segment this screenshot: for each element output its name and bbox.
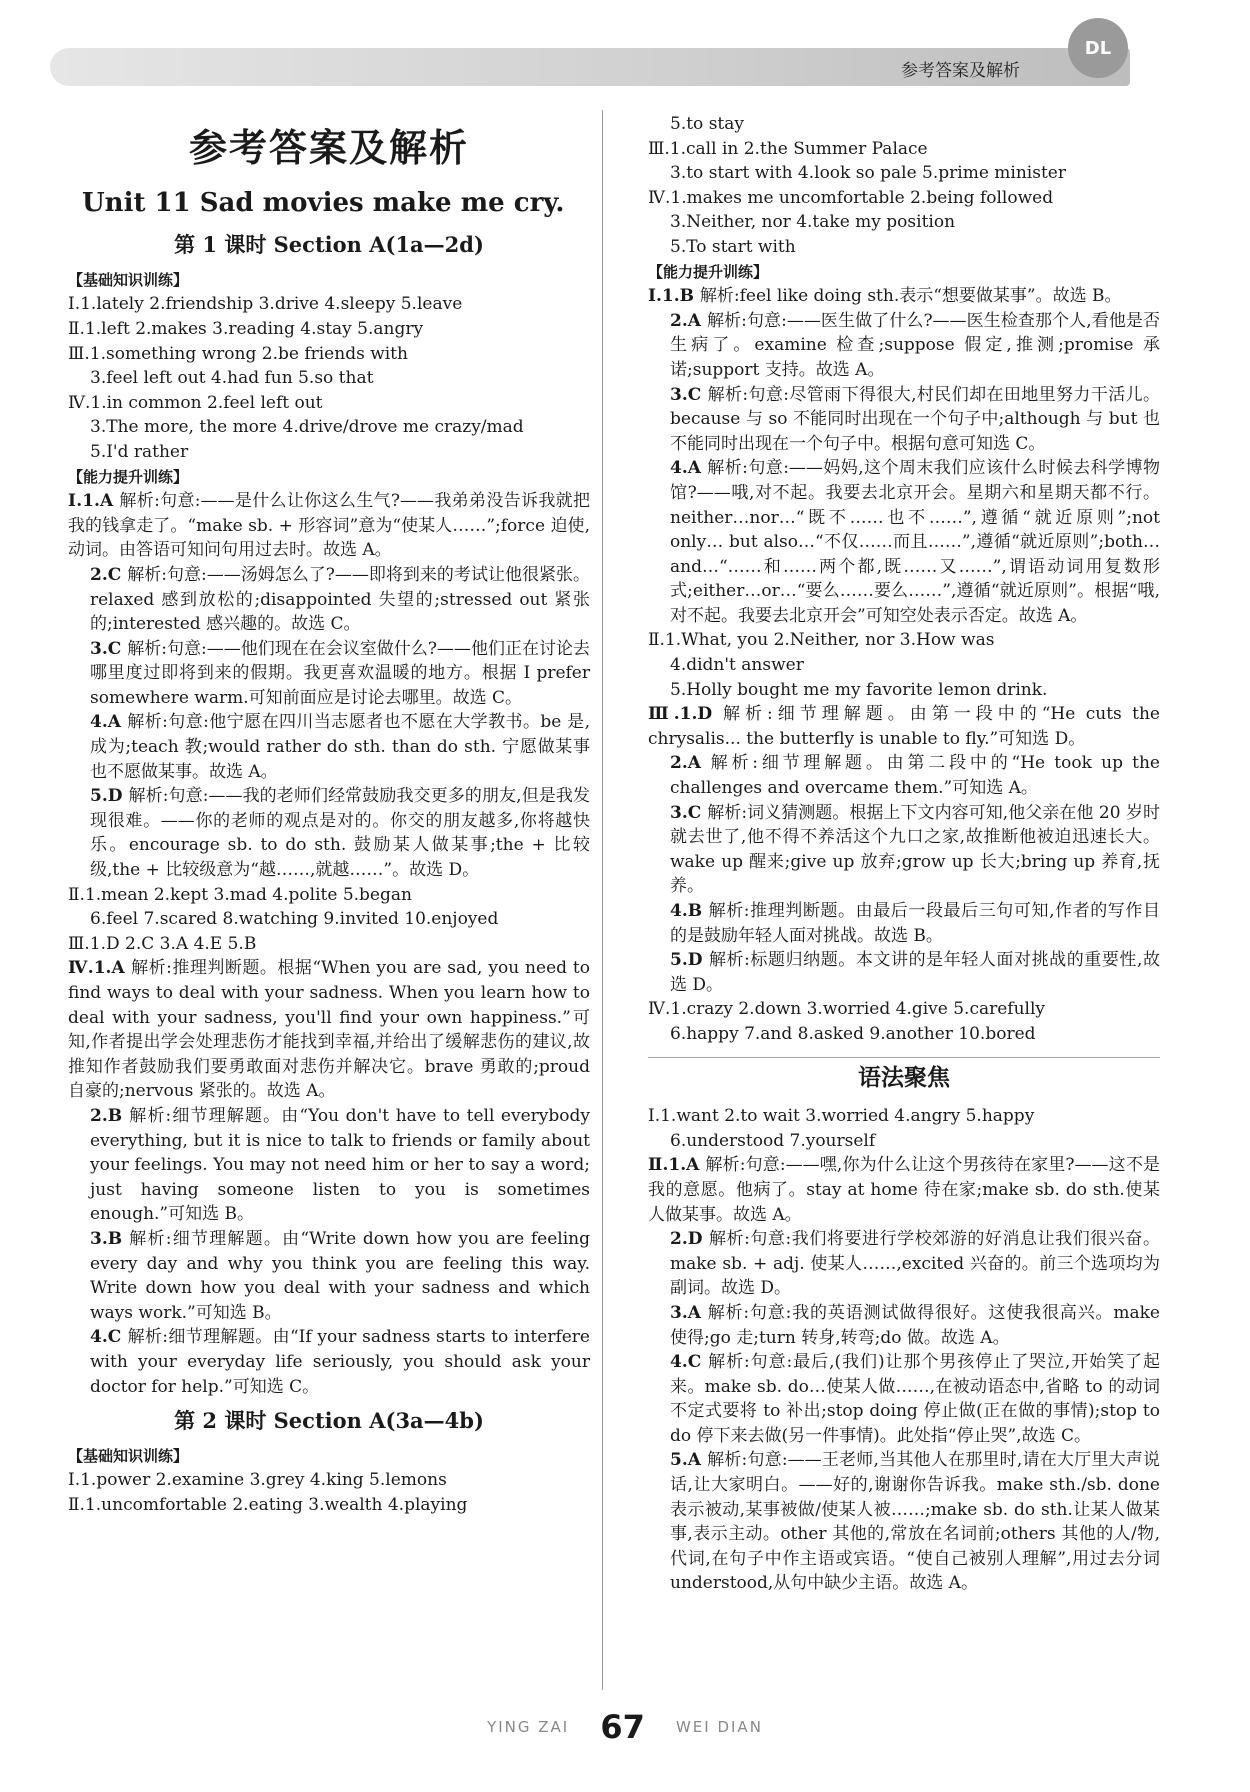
answer-line: 5.to stay <box>670 114 744 134</box>
answer-explanation <box>648 899 1160 948</box>
answer-line: 5.Holly bought me my favorite lemon drink. <box>670 679 1048 700</box>
answer-explanation <box>68 1227 590 1325</box>
answer-explanation <box>648 456 1160 628</box>
explanation-text: 解析:推理判断题。由最后一段最后三句可知,作者的写作目的是鼓励年轻人面对挑战。故选 B。 <box>670 901 1160 946</box>
answer-key: 2.D <box>670 1229 709 1250</box>
answer-line: Ⅳ.1.in common 2.feel left out <box>68 392 323 413</box>
explanation-text: 解析:句意:他宁愿在四川当志愿者也不愿在大学教书。be 是,成为;teach 教;would rather do sth. than do sth. 宁愿做某事也不愿做某事。故选 A。 <box>90 712 590 782</box>
explanation-text: 解析:feel like doing sth.表示“想要做某事”。故选 B。 <box>699 286 1122 307</box>
answer-line: Ⅱ.1.left 2.makes 3.reading 4.stay 5.angry <box>68 318 424 339</box>
lesson-title: 第 1 课时 Section A(1a—2d) <box>174 232 484 258</box>
answer-key: 4.C <box>670 1352 709 1373</box>
answer-line: Ⅱ.1.uncomfortable 2.eating 3.wealth 4.playing <box>68 1494 468 1515</box>
answer-line: Ⅰ.1.power 2.examine 3.grey 4.king 5.lemons <box>68 1470 447 1491</box>
answer-key: 5.A <box>670 1450 708 1471</box>
answer-key: Ⅰ.1.B <box>648 286 700 307</box>
answer-explanation <box>648 1227 1160 1301</box>
answer-key: 4.A <box>90 712 128 733</box>
explanation-text: 解析:句意:——是什么让你这么生气?——我弟弟没告诉我就把我的钱拿走了。“make sb. + 形容词”意为“使某人……”;force 迫使,动词。由答语可知问句用过去时。故选 A。 <box>68 491 590 561</box>
page-footer <box>0 1708 1250 1746</box>
answer-line: 6.feel 7.scared 8.watching 9.invited 10.enjoyed <box>90 909 499 930</box>
answer-explanation <box>648 383 1160 457</box>
explanation-text: 解析:细节理解题。由第一段中的“He cuts the chrysalis... the butterfly is unable to fly.”可知选 D。 <box>648 704 1160 749</box>
answer-key: Ⅱ.1.A <box>648 1155 706 1176</box>
explanation-text: 解析:句意:尽管雨下得很大,村民们却在田地里努力干活儿。because 与 so 不能同时出现在一个句子中;although 与 but 也不能同时出现在一个句子中。根据句意可知选 C。 <box>670 384 1160 454</box>
left-column-body <box>68 233 590 1517</box>
explanation-text: 解析:句意:我们将要进行学校郊游的好消息让我们很兴奋。make sb. + adj. 使某人……,excited 兴奋的。前三个选项均为副词。故选 D。 <box>670 1229 1160 1299</box>
explanation-text: 解析:细节理解题。由“Write down how you are feeling every day and why you think you are feeling this way. Write down how you deal with your sadness and which ways work.”可知选 B。 <box>90 1228 590 1323</box>
explanation-text: 解析:句意:——妈妈,这个周末我们应该什么时候去科学博物馆?——哦,对不起。我要去北京开会。星期六和星期天都不行。neither…nor…“既不……也不……”,遵循“就近原则”;not only… but also…“不仅……而且……”,遵循“就近原则”;both…and…“……和……两个都,既……又……”,谓语动词用复数形式;either…or…“要么……要么……”,遵循“就近原则”。根据“哦,对不起。我要去北京开会”可知空处表示否定。故选 A。 <box>670 458 1161 626</box>
answer-key: 2.A <box>670 310 707 331</box>
answer-key: Ⅰ.1.A <box>68 491 120 512</box>
answer-line: 4.didn't answer <box>670 655 804 676</box>
explanation-text: 解析:句意:我的英语测试做得很好。这使我很高兴。make 使得;go 走;turn 转身,转弯;do 做。故选 A。 <box>670 1302 1160 1348</box>
answer-key: 2.B <box>90 1105 130 1126</box>
answer-line: Ⅳ.1.crazy 2.down 3.worried 4.give 5.carefully <box>648 999 1046 1020</box>
answer-line: Ⅱ.1.mean 2.kept 3.mad 4.polite 5.began <box>68 884 412 905</box>
answer-line: 3.to start with 4.look so pale 5.prime minister <box>670 163 1066 184</box>
left-column <box>68 112 590 1517</box>
answer-line: Ⅲ.1.D 2.C 3.A 4.E 5.B <box>68 933 257 954</box>
logo-badge: DL <box>1068 18 1128 78</box>
answer-explanation <box>68 637 590 711</box>
answer-explanation <box>648 801 1160 899</box>
answer-key: 3.C <box>670 802 708 823</box>
answer-explanation <box>68 1325 590 1399</box>
unit-title: Unit 11 Sad movies make me cry. <box>82 187 565 218</box>
answer-key: 2.A <box>670 753 711 774</box>
page-number: 67 <box>600 1708 645 1746</box>
explanation-text: 解析:句意:最后,(我们)让那个男孩停止了哭泣,开始笑了起来。make sb. do…使某人做……,在被动语态中,省略 to 的动词不定式要将 to 补出;stop doing 停止做(正在做的事情);stop to do 停下来去做(另一件事情)。此处指“停止哭”,故选 C。 <box>670 1352 1160 1446</box>
answer-explanation <box>648 1301 1160 1350</box>
answer-explanation <box>68 710 590 784</box>
answer-key: 4.A <box>670 458 708 479</box>
answer-line: 5.I'd rather <box>90 441 189 462</box>
answer-explanation <box>68 563 590 637</box>
answer-key: 3.C <box>90 638 128 659</box>
answer-line: Ⅲ.1.call in 2.the Summer Palace <box>648 138 928 159</box>
answer-line: 3.The more, the more 4.drive/drove me crazy/mad <box>90 417 524 438</box>
answer-line: Ⅰ.1.lately 2.friendship 3.drive 4.sleepy 5.leave <box>68 294 463 315</box>
answer-explanation <box>648 751 1160 800</box>
answer-explanation <box>68 956 590 1104</box>
answer-line: 5.To start with <box>670 236 796 257</box>
answer-line: Ⅲ.1.something wrong 2.be friends with <box>68 343 408 364</box>
answer-explanation <box>68 1104 590 1227</box>
explanation-text: 解析:句意:——他们现在在会议室做什么?——他们正在讨论去哪里度过即将到来的假期。我更喜欢温暖的地方。根据 I prefer somewhere warm.可知前面应是讨论去哪里。故选 C。 <box>90 638 590 708</box>
answer-explanation <box>648 1153 1160 1227</box>
explanation-text: 解析:句意:——王老师,当其他人在那里时,请在大厅里大声说话,让大家明白。——好的,谢谢你告诉我。make sth./sb. done 表示被动,某事被做/使某人被……;make sb. do sth.让某人做某事,表示主动。other 其他的,常放在名词前;others 其他的人/物,代词,在句子中作主语或宾语。“使自己被别人理解”,用过去分词 understood,从句中缺少主语。故选 A。 <box>670 1450 1160 1594</box>
explanation-text: 解析:词义猜测题。根据上下文内容可知,他父亲在他 20 岁时就去世了,他不得不养活这个九口之家,故推断他被迫迅速长大。wake up 醒来;give up 放弃;grow up 长大;bring up 养育,抚养。 <box>670 802 1160 897</box>
answer-key: 3.C <box>670 384 708 405</box>
explanation-text: 解析:标题归纳题。本文讲的是年轻人面对挑战的重要性,故选 D。 <box>670 950 1160 995</box>
answer-explanation <box>648 1350 1160 1448</box>
answer-key: Ⅳ.1.A <box>68 958 132 979</box>
answer-line: 3.Neither, nor 4.take my position <box>670 212 956 233</box>
subsection-heading: 【基础知识训练】 <box>68 270 189 289</box>
lesson-title: 第 2 课时 Section A(3a—4b) <box>174 1408 484 1434</box>
answer-explanation <box>648 309 1160 383</box>
answer-line: Ⅰ.1.want 2.to wait 3.worried 4.angry 5.happy <box>648 1106 1035 1127</box>
answer-key: 4.B <box>670 901 709 921</box>
footer-left-text: YING ZAI <box>487 1718 570 1736</box>
section-title: 语法聚焦 <box>648 1057 1160 1091</box>
subsection-heading: 【能力提升训练】 <box>648 262 769 281</box>
explanation-text: 解析:句意:——嘿,你为什么让这个男孩待在家里?——这不是我的意愿。他病了。stay at home 待在家;make sb. do sth.使某人做某事。故选 A。 <box>648 1155 1160 1225</box>
page-title: 参考答案及解析 <box>188 126 469 170</box>
answer-line: 6.understood 7.yourself <box>670 1130 876 1151</box>
answer-explanation <box>648 948 1160 997</box>
column-divider <box>602 110 603 1690</box>
footer-right-text: WEI DIAN <box>675 1718 763 1736</box>
answer-key: 2.C <box>90 564 128 585</box>
subsection-heading: 【能力提升训练】 <box>68 467 189 486</box>
answer-line: Ⅱ.1.What, you 2.Neither, nor 3.How was <box>648 630 995 651</box>
right-column-body <box>648 112 1160 1596</box>
explanation-text: 解析:句意:——医生做了什么?——医生检查那个人,看他是否生病了。examine 检查;suppose 假定,推测;promise 承诺;support 支持。故选 A。 <box>670 310 1160 380</box>
answer-key: 5.D <box>670 950 709 971</box>
answer-line: 6.happy 7.and 8.asked 9.another 10.bored <box>670 1023 1036 1044</box>
answer-line: Ⅳ.1.makes me uncomfortable 2.being followed <box>648 187 1054 208</box>
explanation-text: 解析:句意:——汤姆怎么了?——即将到来的考试让他很紧张。relaxed 感到放松的;disappointed 失望的;stressed out 紧张的;interested 感兴趣的。故选 C。 <box>90 564 590 635</box>
answer-explanation <box>648 1448 1160 1596</box>
right-column <box>648 112 1160 1596</box>
subsection-heading: 【基础知识训练】 <box>68 1446 189 1465</box>
answer-key: 5.D <box>90 786 129 807</box>
explanation-text: 解析:细节理解题。由“You don't have to tell everybody everything, but it is nice to talk to friends or family about your feelings. You may not need him or her to say a word; just having someone listen to you is sometimes enough.”可知选 B。 <box>90 1105 590 1225</box>
explanation-text: 解析:细节理解题。由“If your sadness starts to interfere with your everyday life seriously, you should ask your doctor for help.”可知选 C。 <box>90 1327 590 1397</box>
answer-explanation <box>648 702 1160 751</box>
answer-explanation <box>68 784 590 882</box>
answer-key: 3.B <box>90 1228 130 1249</box>
answer-line: 3.feel left out 4.had fun 5.so that <box>90 368 374 389</box>
answer-explanation <box>648 284 1160 309</box>
explanation-text: 解析:细节理解题。由第二段中的“He took up the challenges and overcame them.”可知选 A。 <box>670 753 1160 799</box>
header-title: 参考答案及解析 <box>901 61 1020 81</box>
answer-explanation <box>68 489 590 563</box>
explanation-text: 解析:推理判断题。根据“When you are sad, you need to find ways to deal with your sadness. When you learn how to deal with your sadness, you'll find your own happiness.”可知,作者提出学会处理悲伤才能找到幸福,并给出了缓解悲伤的建议,故推知作者鼓励我们要勇敢面对悲伤并解决它。brave 勇敢的;proud 自豪的;nervous 紧张的。故选 A。 <box>68 958 590 1102</box>
answer-key: 4.C <box>90 1327 128 1348</box>
explanation-text: 解析:句意:——我的老师们经常鼓励我交更多的朋友,但是我发现很难。——你的老师的观点是对的。你交的朋友越多,你将越快乐。encourage sb. to do sth. 鼓励某人做某事;the + 比较级,the + 比较级意为“越……,就越……”。故选 D。 <box>90 786 590 881</box>
answer-key: Ⅲ.1.D <box>648 704 724 725</box>
answer-key: 3.A <box>670 1302 708 1323</box>
